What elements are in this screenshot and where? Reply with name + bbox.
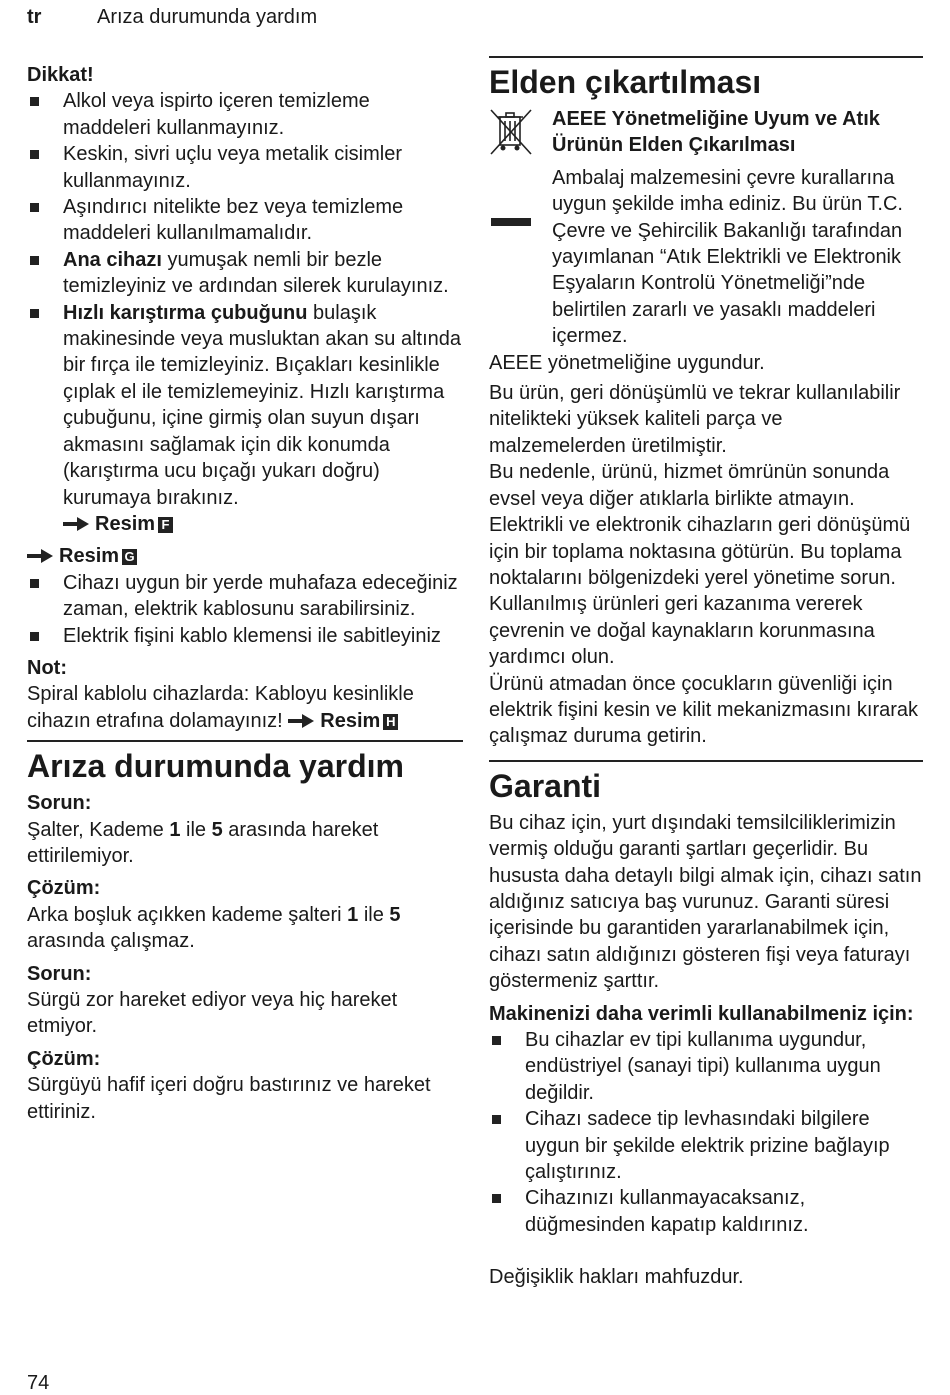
page-number: 74 <box>27 1372 50 1394</box>
paragraph: Bu ürün, geri dönüşümlü ve tekrar kullanılabilir nitelikteki yüksek kaliteli parça ve malzemelerden üretilmiştir. <box>489 382 901 457</box>
solution-text: Sürgüyü hafif içeri doğru bastırınız ve hareket ettiriniz. <box>27 1074 431 1123</box>
problem-heading: Sorun: <box>27 962 92 985</box>
dikkat-heading: Dikkat! <box>27 64 94 86</box>
list-item-text: Alkol veya ispirto içeren temizleme maddeleri kullanmayınız. <box>63 90 370 139</box>
problem-heading: Sorun: <box>27 792 92 815</box>
storage-list <box>27 570 463 649</box>
rights-text: Değişiklik hakları mahfuzdur. <box>489 1266 744 1289</box>
problem-text: Şalter, Kademe 1 ile 5 arasında hareket ettirilemiyor. <box>27 818 379 867</box>
list-item-bold: Hızlı karıştırma çubuğunu <box>63 301 308 324</box>
not-body: Spiral kablolu cihazlarda: Kabloyu kesinlikle cihazın etrafına dolamayınız! <box>27 683 414 732</box>
language-code: tr <box>27 6 42 28</box>
paragraph: Kullanılmış ürünleri geri kazanıma vererek çevrenin ve doğal kaynakların korunmasına yardımcı olun. <box>489 593 875 669</box>
solution-heading: Çözüm: <box>27 1047 101 1070</box>
weee-text: Ambalaj malzemesini çevre kurallarına uygun şekilde imha ediniz. Bu ürün T.C. Çevre ve Şehircilik Bakanlığı tarafından yayımlanan “Atık Elektrikli ve Elektronik Eşyaların Kontrolü Yönetmeliği”nde belirtilen zararlı ve yasaklı maddeleri içermez. <box>552 166 903 348</box>
not-text <box>27 681 463 734</box>
page-header <box>27 6 317 29</box>
section-divider <box>27 740 463 742</box>
list-item-bold: Ana cihazı <box>63 248 162 271</box>
left-column <box>27 62 463 1125</box>
warranty-text: Bu cihaz için, yurt dışındaki temsilciliklerimizin vermiş olduğu garanti şartları geçerlidir. Bu hususta daha detaylı bilgi almak için, cihazı satın aldığınız satıcıya baş vurunuz. Garanti süresi içerisinde bu garantiden yararlanabilmek için, cihazı satın aldığınızı gösteren fişi veya faturayı göstermeniz şarttır. <box>489 811 922 993</box>
paragraph: Ürünü atmadan önce çocukların güvenliği için elektrik fişini kesin ve kilit mekanizmasını kırarak çalışmaz duruma getirin. <box>489 672 919 748</box>
efficient-list <box>489 1027 923 1238</box>
header-title: Arıza durumunda yardım <box>97 6 318 28</box>
solution-heading: Çözüm: <box>27 877 101 900</box>
list-item-text: bulaşık makinesinde veya musluktan akan su altında bir fırça ile temizleyiniz. Bıçakları kesinlikle çıplak el ile temizlemeyiniz. Hızlı karıştırma çubuğunu, içine girmiş olan suyun dışarı akmasını sağlamak için dik konumda (karıştırma ucu bıçağı yukarı doğru) kurumaya bırakınız. <box>63 301 462 509</box>
arrow-right-icon <box>63 517 89 531</box>
paragraph: Bu nedenle, ürünü, hizmet ömrünün sonunda evsel veya diğer atıklarla birlikte atmayın. Elektrikli ve elektronik cihazların geri dönüşümü için bir toplama noktasına götürün. Bu toplama noktalarını bölgenizdeki yerel yönetime sorun. <box>489 461 911 589</box>
help-section-title: Arıza durumunda yardım <box>27 748 404 785</box>
list-item <box>27 88 463 141</box>
problem-text: Sürgü zor hareket ediyor veya hiç hareket etmiyor. <box>27 989 398 1038</box>
list-item: Cihazı sadece tip levhasındaki bilgilere uygun bir şekilde elektrik prizine bağlayıp çalıştırınız. <box>489 1106 923 1185</box>
efficient-heading: Makinenizi daha verimli kullanabilmeniz için: <box>489 1002 914 1025</box>
caution-list <box>27 88 463 511</box>
list-item-text: Aşındırıcı nitelikte bez veya temizleme maddeleri kullanılmamalıdır. <box>63 196 404 245</box>
figure-letter-box: H <box>383 714 398 730</box>
figure-letter-box: G <box>122 549 137 565</box>
figure-ref-label: Resim <box>95 512 156 535</box>
list-item <box>27 300 463 511</box>
list-item: Cihazı uygun bir yerde muhafaza edeceğiniz zaman, elektrik kablosunu sarabilirsiniz. <box>27 570 463 623</box>
weee-bar <box>491 218 531 226</box>
warranty-section-title: Garanti <box>489 767 602 804</box>
list-item <box>27 141 463 194</box>
arrow-right-icon <box>27 549 53 563</box>
list-item: Bu cihazlar ev tipi kullanıma uygundur, endüstriyel (sanayi tipi) kullanıma uygun değildir. <box>489 1027 923 1106</box>
section-divider <box>489 56 923 58</box>
weee-title: AEEE Yönetmeliğine Uyum ve Atık Ürünün Elden Çıkarılması <box>552 108 880 157</box>
aeee-text: AEEE yönetmeliğine uygundur. <box>489 351 765 374</box>
section-divider <box>489 760 923 762</box>
list-item-text: Keskin, sivri uçlu veya metalik cisimler kullanmayınız. <box>63 143 402 192</box>
right-column <box>489 56 923 1291</box>
figure-ref-f <box>27 511 463 537</box>
list-item <box>27 194 463 247</box>
crossed-bin-icon <box>489 108 533 156</box>
not-heading: Not: <box>27 656 67 679</box>
figure-ref-label: Resim <box>320 709 381 732</box>
list-item-text: yumuşak nemli bir bezle temizleyiniz ve ardından silerek kurulayınız. <box>63 248 449 298</box>
figure-letter-box: F <box>158 517 173 533</box>
figure-ref-g <box>27 543 463 569</box>
list-item: Cihazınızı kullanmayacaksanız, düğmesinden kapatıp kaldırınız. <box>489 1185 923 1238</box>
arrow-right-icon <box>288 714 314 728</box>
figure-ref-h <box>288 710 398 732</box>
weee-block <box>489 106 923 350</box>
list-item <box>27 247 463 300</box>
solution-text: Arka boşluk açıkken kademe şalteri 1 ile 5 arasında çalışmaz. <box>27 903 401 953</box>
list-item: Elektrik fişini kablo klemensi ile sabitleyiniz <box>27 623 463 649</box>
figure-ref-label: Resim <box>59 545 120 568</box>
disposal-section-title: Elden çıkartılması <box>489 64 762 100</box>
